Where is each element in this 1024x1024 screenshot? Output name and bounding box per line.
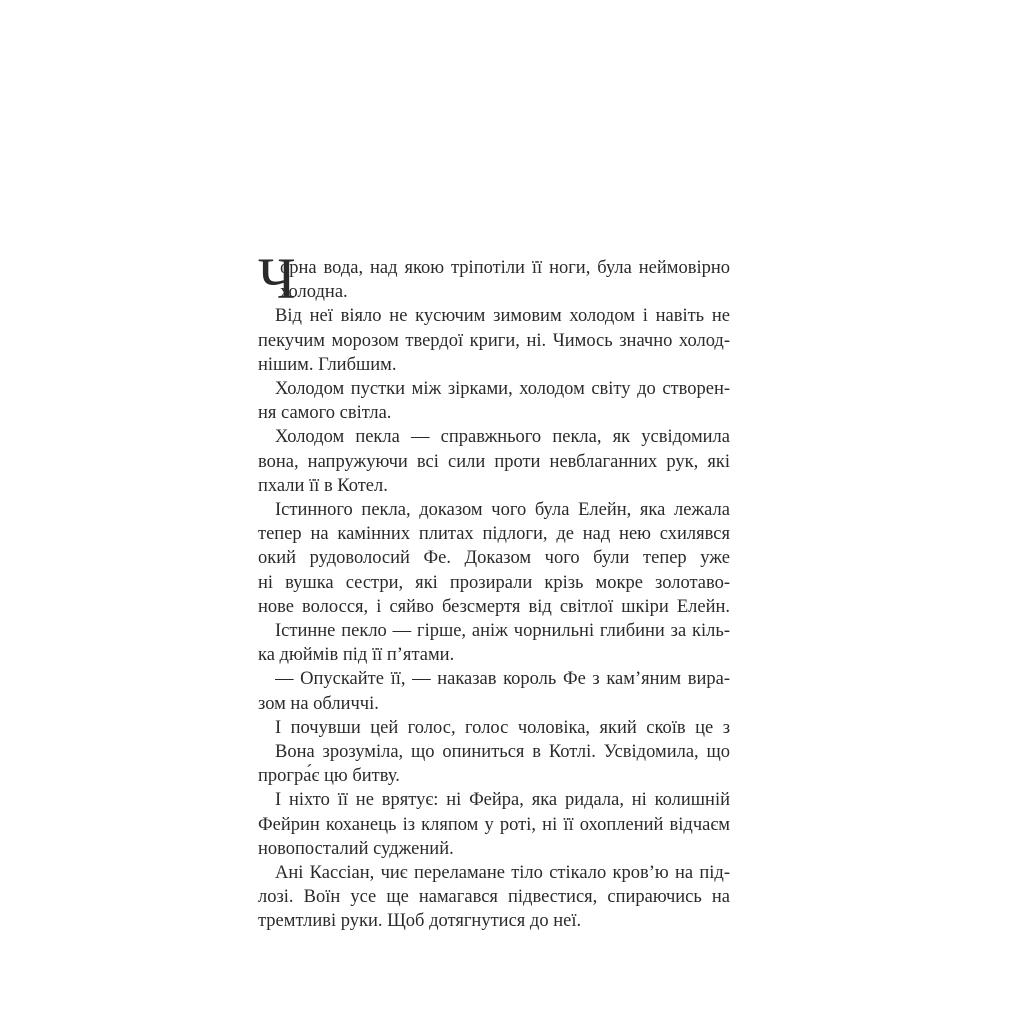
text-line: окий рудоволосий Фе. Доказом чого були тепер уже	[258, 548, 730, 569]
text-line: програ́є цю битву.	[258, 766, 400, 787]
text-line: пхали її в Котел.	[258, 475, 388, 496]
text-line: тремтливі руки. Щоб дотягнутися до неї.	[258, 911, 582, 932]
text-line: Вона зрозуміла, що опиниться в Котлі. Усвідомила, що	[275, 742, 730, 762]
text-line: зом на обличчі.	[258, 693, 379, 714]
text-line: ка дюймів під її п’ятами.	[258, 645, 455, 666]
text-line: нішим. Глибшим.	[258, 354, 397, 375]
text-line: — Опускайте її, — наказав король Фе з кам’яним вира-	[275, 669, 730, 690]
text-line: Ані Кассіан, чиє переламане тіло стікало кров’ю на під-	[275, 863, 730, 883]
text-line: орна вода, над якою тріпотіли її ноги, була неймовірно	[280, 258, 730, 278]
text-line: Холодом пустки між зірками, холодом світу до створен-	[275, 379, 730, 399]
text-line: Істинного пекла, доказом чого була Елейн, яка лежала	[275, 500, 730, 520]
text-line: І почувши цей голос, голос чоловіка, який скоїв це з	[275, 717, 730, 738]
text-line: Істинне пекло — гірше, аніж чорнильні глибини за кіль-	[275, 621, 730, 641]
text-line: нове волосся, і сяйво безсмертя від світлої шкіри Елейн.	[258, 596, 730, 617]
text-line: холодна.	[280, 282, 348, 303]
text-line: ня самого світла.	[258, 403, 392, 424]
text-line: новопосталий суджений.	[258, 838, 454, 859]
text-line: Фейрин коханець із кляпом у роті, ні її охоплений відчаєм	[258, 814, 730, 835]
text-line: тепер на камінних плитах підлоги, де над нею схилявся	[258, 524, 730, 545]
text-line: ні вушка сестри, які прозирали крізь мокре золотаво-	[258, 572, 730, 593]
text-line: пекучим морозом твердої криги, ні. Чимось значно холод-	[258, 330, 730, 351]
text-line: вона, напружуючи всі сили проти невблаганних рук, які	[258, 451, 730, 472]
text-line: Від неї віяло не кусючим зимовим холодом і навіть не	[275, 306, 730, 327]
text-line: І ніхто її не врятує: ні Фейра, яка ридала, ні колишній	[275, 790, 730, 811]
drop-cap: Ч	[258, 246, 296, 311]
text-line: Холодом пекла — справжнього пекла, як усвідомила	[275, 427, 730, 448]
text-line: лозі. Воїн усе ще намагався підвестися, спираючись на	[258, 887, 730, 908]
